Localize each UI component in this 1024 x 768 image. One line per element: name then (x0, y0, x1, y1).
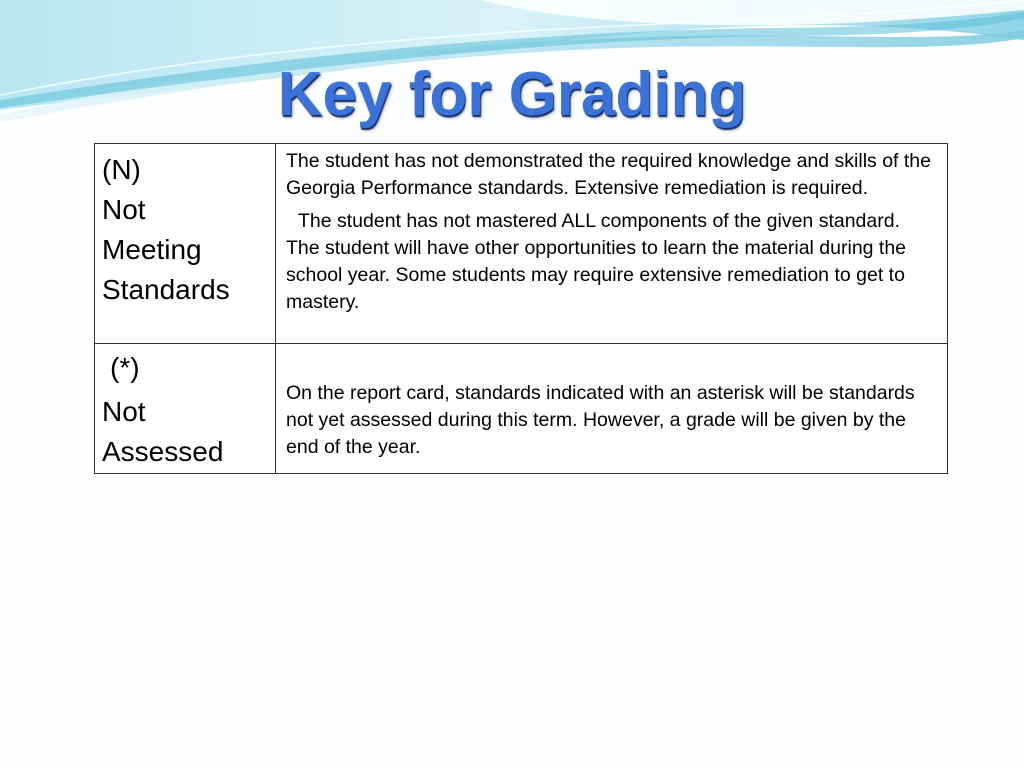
grade-description-cell (276, 344, 948, 474)
table-row (95, 144, 948, 344)
grade-code-cell (95, 144, 276, 344)
grade-label-line: Assessed (102, 436, 224, 467)
grade-label-line: Not (102, 396, 146, 427)
grade-label-line: Meeting (102, 234, 202, 265)
grade-code: (N) (102, 154, 141, 185)
grade-code-cell (95, 344, 276, 474)
grading-key-table (94, 143, 948, 474)
grade-description-cell (276, 144, 948, 344)
grade-code: (*) (110, 352, 140, 383)
grade-label-line: Not (102, 194, 146, 225)
grade-description: The student has not demonstrated the required knowledge and skills of the Georgia Performance standards. Extensive remediation is required. (286, 150, 931, 199)
grade-description: On the report card, standards indicated with an asterisk will be standards not yet assessed during this term. However, a grade will be given by the end of the year. (286, 382, 915, 458)
grade-description: The student has not mastered ALL components of the given standard. The student will have other opportunities to learn the material during the school year. Some students may require extensive remediation to get to mastery. (286, 210, 907, 313)
slide-title: Key for Grading (277, 60, 747, 129)
table-row (95, 344, 948, 474)
grade-label-line: Standards (102, 274, 230, 305)
